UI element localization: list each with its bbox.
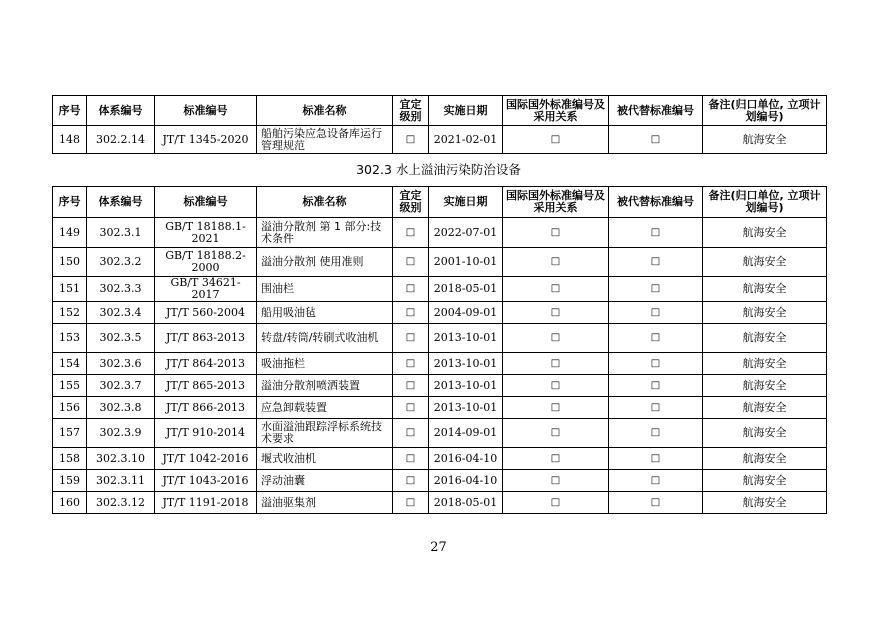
cell-seq: 159 <box>53 470 87 492</box>
cell-seq: 155 <box>53 375 87 397</box>
cell-system-code: 302.3.3 <box>87 277 155 302</box>
cell-note: 航海安全 <box>703 302 827 324</box>
cell-system-code: 302.3.11 <box>87 470 155 492</box>
cell-replaced: □ <box>609 277 703 302</box>
table-row <box>53 375 827 397</box>
table-header-row <box>53 187 827 218</box>
cell-level: □ <box>393 470 429 492</box>
cell-level: □ <box>393 302 429 324</box>
header-note: 备注(归口单位, 立项计划编号) <box>703 96 827 126</box>
cell-standard-name: 水面溢油跟踪浮标系统技术要求 <box>257 419 393 448</box>
cell-level: □ <box>393 126 429 154</box>
cell-standard-name: 溢油分散剂喷洒装置 <box>257 375 393 397</box>
header-standard-number: 标准编号 <box>155 187 257 218</box>
cell-system-code: 302.3.10 <box>87 448 155 470</box>
cell-date: 2018-05-01 <box>429 492 503 514</box>
cell-replaced: □ <box>609 397 703 419</box>
cell-intl: □ <box>503 470 609 492</box>
cell-standard-number: JT/T 864-2013 <box>155 353 257 375</box>
table-row <box>53 470 827 492</box>
header-system-code: 体系编号 <box>87 187 155 218</box>
cell-intl: □ <box>503 277 609 302</box>
cell-seq: 152 <box>53 302 87 324</box>
table-row <box>53 419 827 448</box>
header-date: 实施日期 <box>429 96 503 126</box>
header-replaced: 被代替标准编号 <box>609 187 703 218</box>
header-level: 宜定级别 <box>393 187 429 218</box>
page-number: 27 <box>430 540 447 555</box>
header-replaced: 被代替标准编号 <box>609 96 703 126</box>
cell-note: 航海安全 <box>703 419 827 448</box>
cell-level: □ <box>393 419 429 448</box>
cell-date: 2016-04-10 <box>429 470 503 492</box>
cell-level: □ <box>393 375 429 397</box>
table-row <box>53 324 827 353</box>
cell-system-code: 302.3.4 <box>87 302 155 324</box>
header-seq: 序号 <box>53 187 87 218</box>
table-row <box>53 353 827 375</box>
cell-note: 航海安全 <box>703 470 827 492</box>
cell-replaced: □ <box>609 218 703 248</box>
section-heading: 302.3 水上溢油污染防治设备 <box>356 162 521 177</box>
cell-system-code: 302.3.6 <box>87 353 155 375</box>
cell-replaced: □ <box>609 448 703 470</box>
cell-date: 2016-04-10 <box>429 448 503 470</box>
cell-standard-name: 吸油拖栏 <box>257 353 393 375</box>
cell-note: 航海安全 <box>703 324 827 353</box>
cell-intl: □ <box>503 218 609 248</box>
cell-level: □ <box>393 248 429 277</box>
cell-standard-number: GB/T 18188.1-2021 <box>155 218 257 248</box>
cell-level: □ <box>393 353 429 375</box>
cell-level: □ <box>393 218 429 248</box>
cell-replaced: □ <box>609 419 703 448</box>
cell-standard-name: 船用吸油毡 <box>257 302 393 324</box>
cell-system-code: 302.3.8 <box>87 397 155 419</box>
cell-note: 航海安全 <box>703 353 827 375</box>
table-header-row <box>53 96 827 126</box>
cell-seq: 157 <box>53 419 87 448</box>
cell-seq: 160 <box>53 492 87 514</box>
cell-standard-name: 围油栏 <box>257 277 393 302</box>
cell-seq: 154 <box>53 353 87 375</box>
cell-replaced: □ <box>609 302 703 324</box>
cell-standard-name: 堰式收油机 <box>257 448 393 470</box>
cell-system-code: 302.2.14 <box>87 126 155 154</box>
table-row <box>53 248 827 277</box>
cell-level: □ <box>393 324 429 353</box>
header-intl: 国际国外标准编号及采用关系 <box>503 187 609 218</box>
standards-table-302-3 <box>52 186 827 514</box>
cell-intl: □ <box>503 248 609 277</box>
header-intl: 国际国外标准编号及采用关系 <box>503 96 609 126</box>
table-row <box>53 126 827 154</box>
header-standard-number: 标准编号 <box>155 96 257 126</box>
cell-intl: □ <box>503 126 609 154</box>
cell-standard-name: 转盘/转筒/转刷式收油机 <box>257 324 393 353</box>
cell-standard-number: GB/T 18188.2-2000 <box>155 248 257 277</box>
header-level: 宜定级别 <box>393 96 429 126</box>
cell-seq: 148 <box>53 126 87 154</box>
cell-standard-name: 船舶污染应急设备库运行管理规范 <box>257 126 393 154</box>
cell-seq: 153 <box>53 324 87 353</box>
table-row <box>53 448 827 470</box>
cell-standard-number: JT/T 560-2004 <box>155 302 257 324</box>
cell-note: 航海安全 <box>703 448 827 470</box>
cell-seq: 150 <box>53 248 87 277</box>
cell-date: 2001-10-01 <box>429 248 503 277</box>
cell-system-code: 302.3.9 <box>87 419 155 448</box>
cell-date: 2022-07-01 <box>429 218 503 248</box>
cell-replaced: □ <box>609 353 703 375</box>
header-standard-name: 标准名称 <box>257 187 393 218</box>
cell-date: 2013-10-01 <box>429 324 503 353</box>
cell-date: 2018-05-01 <box>429 277 503 302</box>
cell-seq: 149 <box>53 218 87 248</box>
cell-intl: □ <box>503 492 609 514</box>
cell-standard-name: 溢油分散剂 使用准则 <box>257 248 393 277</box>
cell-date: 2004-09-01 <box>429 302 503 324</box>
cell-intl: □ <box>503 302 609 324</box>
cell-standard-number: JT/T 1191-2018 <box>155 492 257 514</box>
cell-standard-number: JT/T 910-2014 <box>155 419 257 448</box>
cell-intl: □ <box>503 324 609 353</box>
cell-date: 2013-10-01 <box>429 353 503 375</box>
cell-intl: □ <box>503 448 609 470</box>
cell-note: 航海安全 <box>703 277 827 302</box>
cell-note: 航海安全 <box>703 397 827 419</box>
table-row <box>53 302 827 324</box>
cell-standard-number: GB/T 34621-2017 <box>155 277 257 302</box>
cell-level: □ <box>393 448 429 470</box>
cell-standard-number: JT/T 863-2013 <box>155 324 257 353</box>
cell-replaced: □ <box>609 492 703 514</box>
table-row <box>53 397 827 419</box>
table-row <box>53 492 827 514</box>
header-system-code: 体系编号 <box>87 96 155 126</box>
cell-standard-name: 溢油分散剂 第 1 部分:技术条件 <box>257 218 393 248</box>
cell-standard-name: 浮动油囊 <box>257 470 393 492</box>
cell-standard-name: 应急卸载装置 <box>257 397 393 419</box>
cell-standard-number: JT/T 1042-2016 <box>155 448 257 470</box>
cell-date: 2013-10-01 <box>429 375 503 397</box>
cell-note: 航海安全 <box>703 492 827 514</box>
cell-system-code: 302.3.12 <box>87 492 155 514</box>
cell-standard-name: 溢油驱集剂 <box>257 492 393 514</box>
cell-standard-number: JT/T 865-2013 <box>155 375 257 397</box>
cell-level: □ <box>393 492 429 514</box>
header-date: 实施日期 <box>429 187 503 218</box>
cell-level: □ <box>393 397 429 419</box>
cell-system-code: 302.3.1 <box>87 218 155 248</box>
cell-replaced: □ <box>609 375 703 397</box>
cell-note: 航海安全 <box>703 248 827 277</box>
header-standard-name: 标准名称 <box>257 96 393 126</box>
cell-standard-number: JT/T 866-2013 <box>155 397 257 419</box>
cell-standard-number: JT/T 1043-2016 <box>155 470 257 492</box>
cell-intl: □ <box>503 397 609 419</box>
cell-replaced: □ <box>609 126 703 154</box>
cell-standard-number: JT/T 1345-2020 <box>155 126 257 154</box>
cell-intl: □ <box>503 375 609 397</box>
standards-table-302-2 <box>52 95 827 154</box>
cell-seq: 156 <box>53 397 87 419</box>
table-row <box>53 277 827 302</box>
cell-replaced: □ <box>609 470 703 492</box>
header-note: 备注(归口单位, 立项计划编号) <box>703 187 827 218</box>
cell-date: 2013-10-01 <box>429 397 503 419</box>
cell-replaced: □ <box>609 324 703 353</box>
cell-seq: 158 <box>53 448 87 470</box>
cell-date: 2014-09-01 <box>429 419 503 448</box>
cell-seq: 151 <box>53 277 87 302</box>
cell-note: 航海安全 <box>703 218 827 248</box>
cell-note: 航海安全 <box>703 375 827 397</box>
cell-system-code: 302.3.2 <box>87 248 155 277</box>
cell-system-code: 302.3.7 <box>87 375 155 397</box>
cell-date: 2021-02-01 <box>429 126 503 154</box>
cell-intl: □ <box>503 419 609 448</box>
cell-replaced: □ <box>609 248 703 277</box>
cell-level: □ <box>393 277 429 302</box>
cell-intl: □ <box>503 353 609 375</box>
cell-system-code: 302.3.5 <box>87 324 155 353</box>
header-seq: 序号 <box>53 96 87 126</box>
table-row <box>53 218 827 248</box>
cell-note: 航海安全 <box>703 126 827 154</box>
